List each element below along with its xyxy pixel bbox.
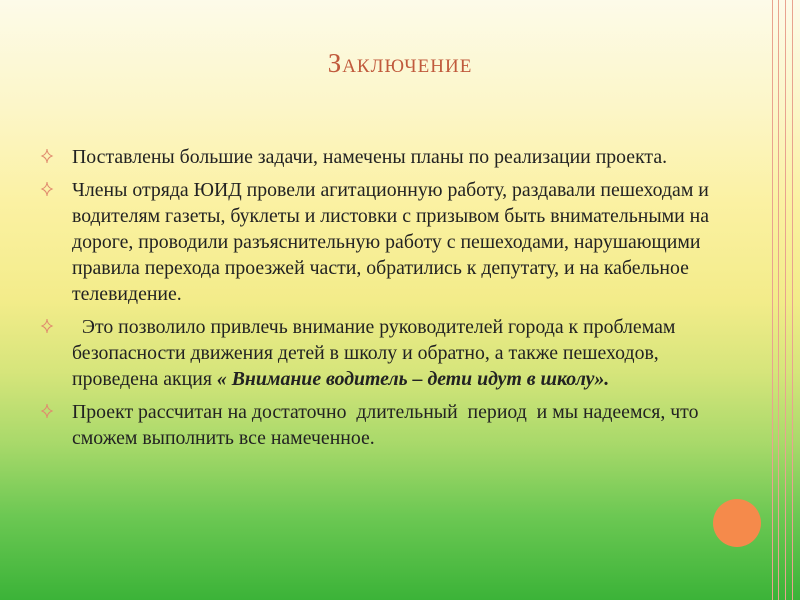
decorative-orange-circle — [713, 499, 761, 547]
bullet-text: Поставлены большие задачи, намечены планы по реализации проекта. — [72, 146, 668, 168]
bullet-list — [40, 144, 720, 458]
bullet-item — [40, 177, 720, 307]
bullet-item — [40, 314, 720, 392]
hollow-diamond-bullet-icon — [40, 403, 54, 419]
hollow-diamond-bullet-icon — [40, 148, 54, 164]
bullet-text: Проект рассчитан на достаточно длительный период и мы надеемся, что сможем выполнить все намеченное. — [72, 401, 704, 449]
hollow-diamond-bullet-icon — [40, 181, 54, 197]
bullet-item — [40, 144, 720, 170]
bullet-text: Члены отряда ЮИД провели агитационную работу, раздавали пешеходам и водителям газеты, буклеты и листовки с призывом быть внимательными на дороге, проводили разъяснительную работу с пешеходами, нарушающими правила перехода проезжей части, обратились к депутату, и на кабельное телевидение. — [72, 179, 710, 305]
hollow-diamond-bullet-icon — [40, 318, 54, 334]
bullet-item — [40, 399, 720, 451]
bullet-text: Это позволило привлечь внимание руководителей города к проблемам безопасности движения детей в школу и обратно, а также пешеходов, проведена акция — [72, 316, 681, 390]
decorative-stripes — [770, 0, 800, 600]
slide-title: Заключение — [327, 48, 473, 78]
bullet-emphasis: « Внимание водитель – дети идут в школу». — [216, 368, 610, 390]
